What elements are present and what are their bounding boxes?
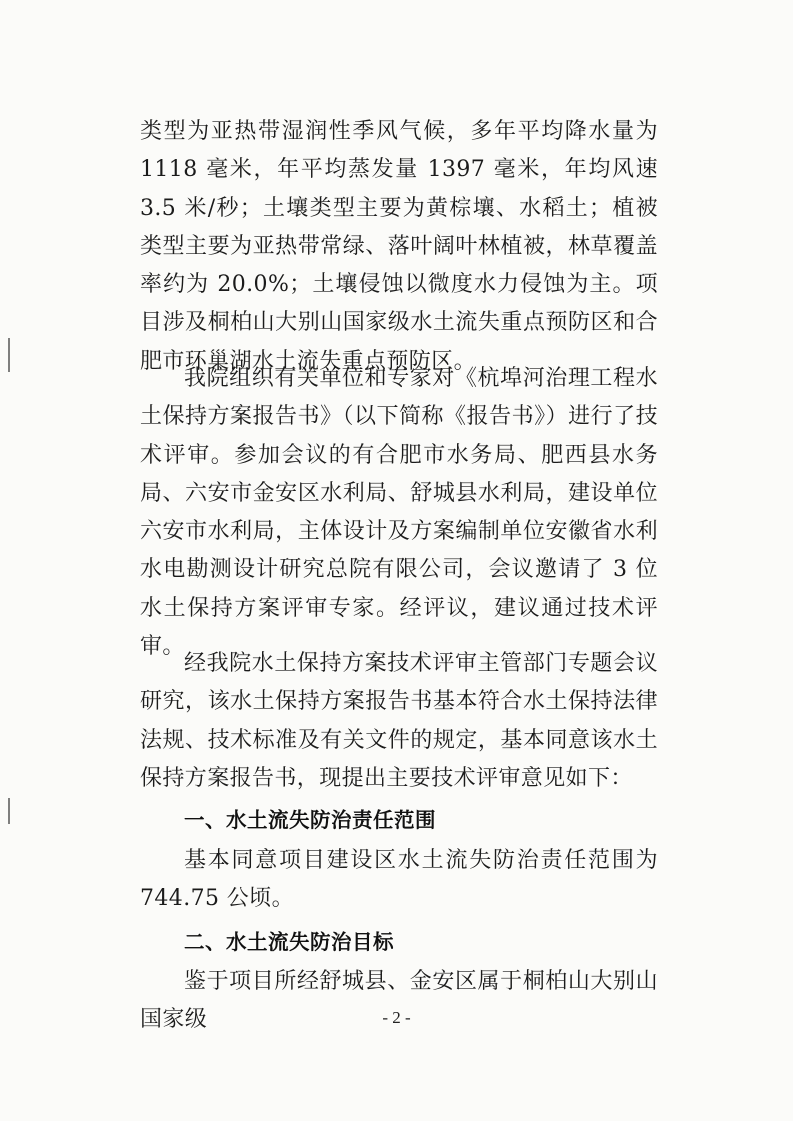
section-heading-responsibility-scope: 一、水土流失防治责任范围	[184, 808, 436, 832]
scan-edge-mark	[8, 338, 10, 372]
paragraph-responsibility-scope: 基本同意项目建设区水土流失防治责任范围为 744.75 公顷。	[140, 848, 658, 912]
page-number: - 2 -	[382, 1008, 411, 1027]
paragraph-review-opinion: 经我院水土保持方案技术评审主管部门专题会议研究，该水土保持方案报告书基本符合水土保持法律法规、技术标准及有关文件的规定，基本同意该水土保持方案报告书，现提出主要技术评审意见如下：	[140, 651, 658, 791]
paragraph-climate: 类型为亚热带湿润性季风气候，多年平均降水量为 1118 毫米，年平均蒸发量 1397 毫米，年均风速 3.5 米/秒；土壤类型主要为黄棕壤、水稻土；植被类型主要为亚热带常绿、落叶阔叶林植被，林草覆盖率约为 20.0%；土壤侵蚀以微度水力侵蚀为主。项目涉及桐柏山大别山国家级水土流失重点预防区和合肥市环巢湖水土流失重点预防区。	[140, 119, 658, 374]
paragraph-review-meeting: 我院组织有关单位和专家对《杭埠河治理工程水土保持方案报告书》（以下简称《报告书》）进行了技术评审。参加会议的有合肥市水务局、肥西县水务局、六安市金安区水利局、舒城县水利局，建设单位六安市水利局，主体设计及方案编制单位安徽省水利水电勘测设计研究总院有限公司，会议邀请了 3 位水土保持方案评审专家。经评议，建议通过技术评审。	[140, 366, 658, 660]
section-heading-prevention-target: 二、水土流失防治目标	[184, 930, 394, 954]
scan-edge-mark	[8, 798, 10, 824]
paragraph-prevention-target: 鉴于项目所经舒城县、金安区属于桐柏山大别山国家级	[140, 969, 658, 1033]
